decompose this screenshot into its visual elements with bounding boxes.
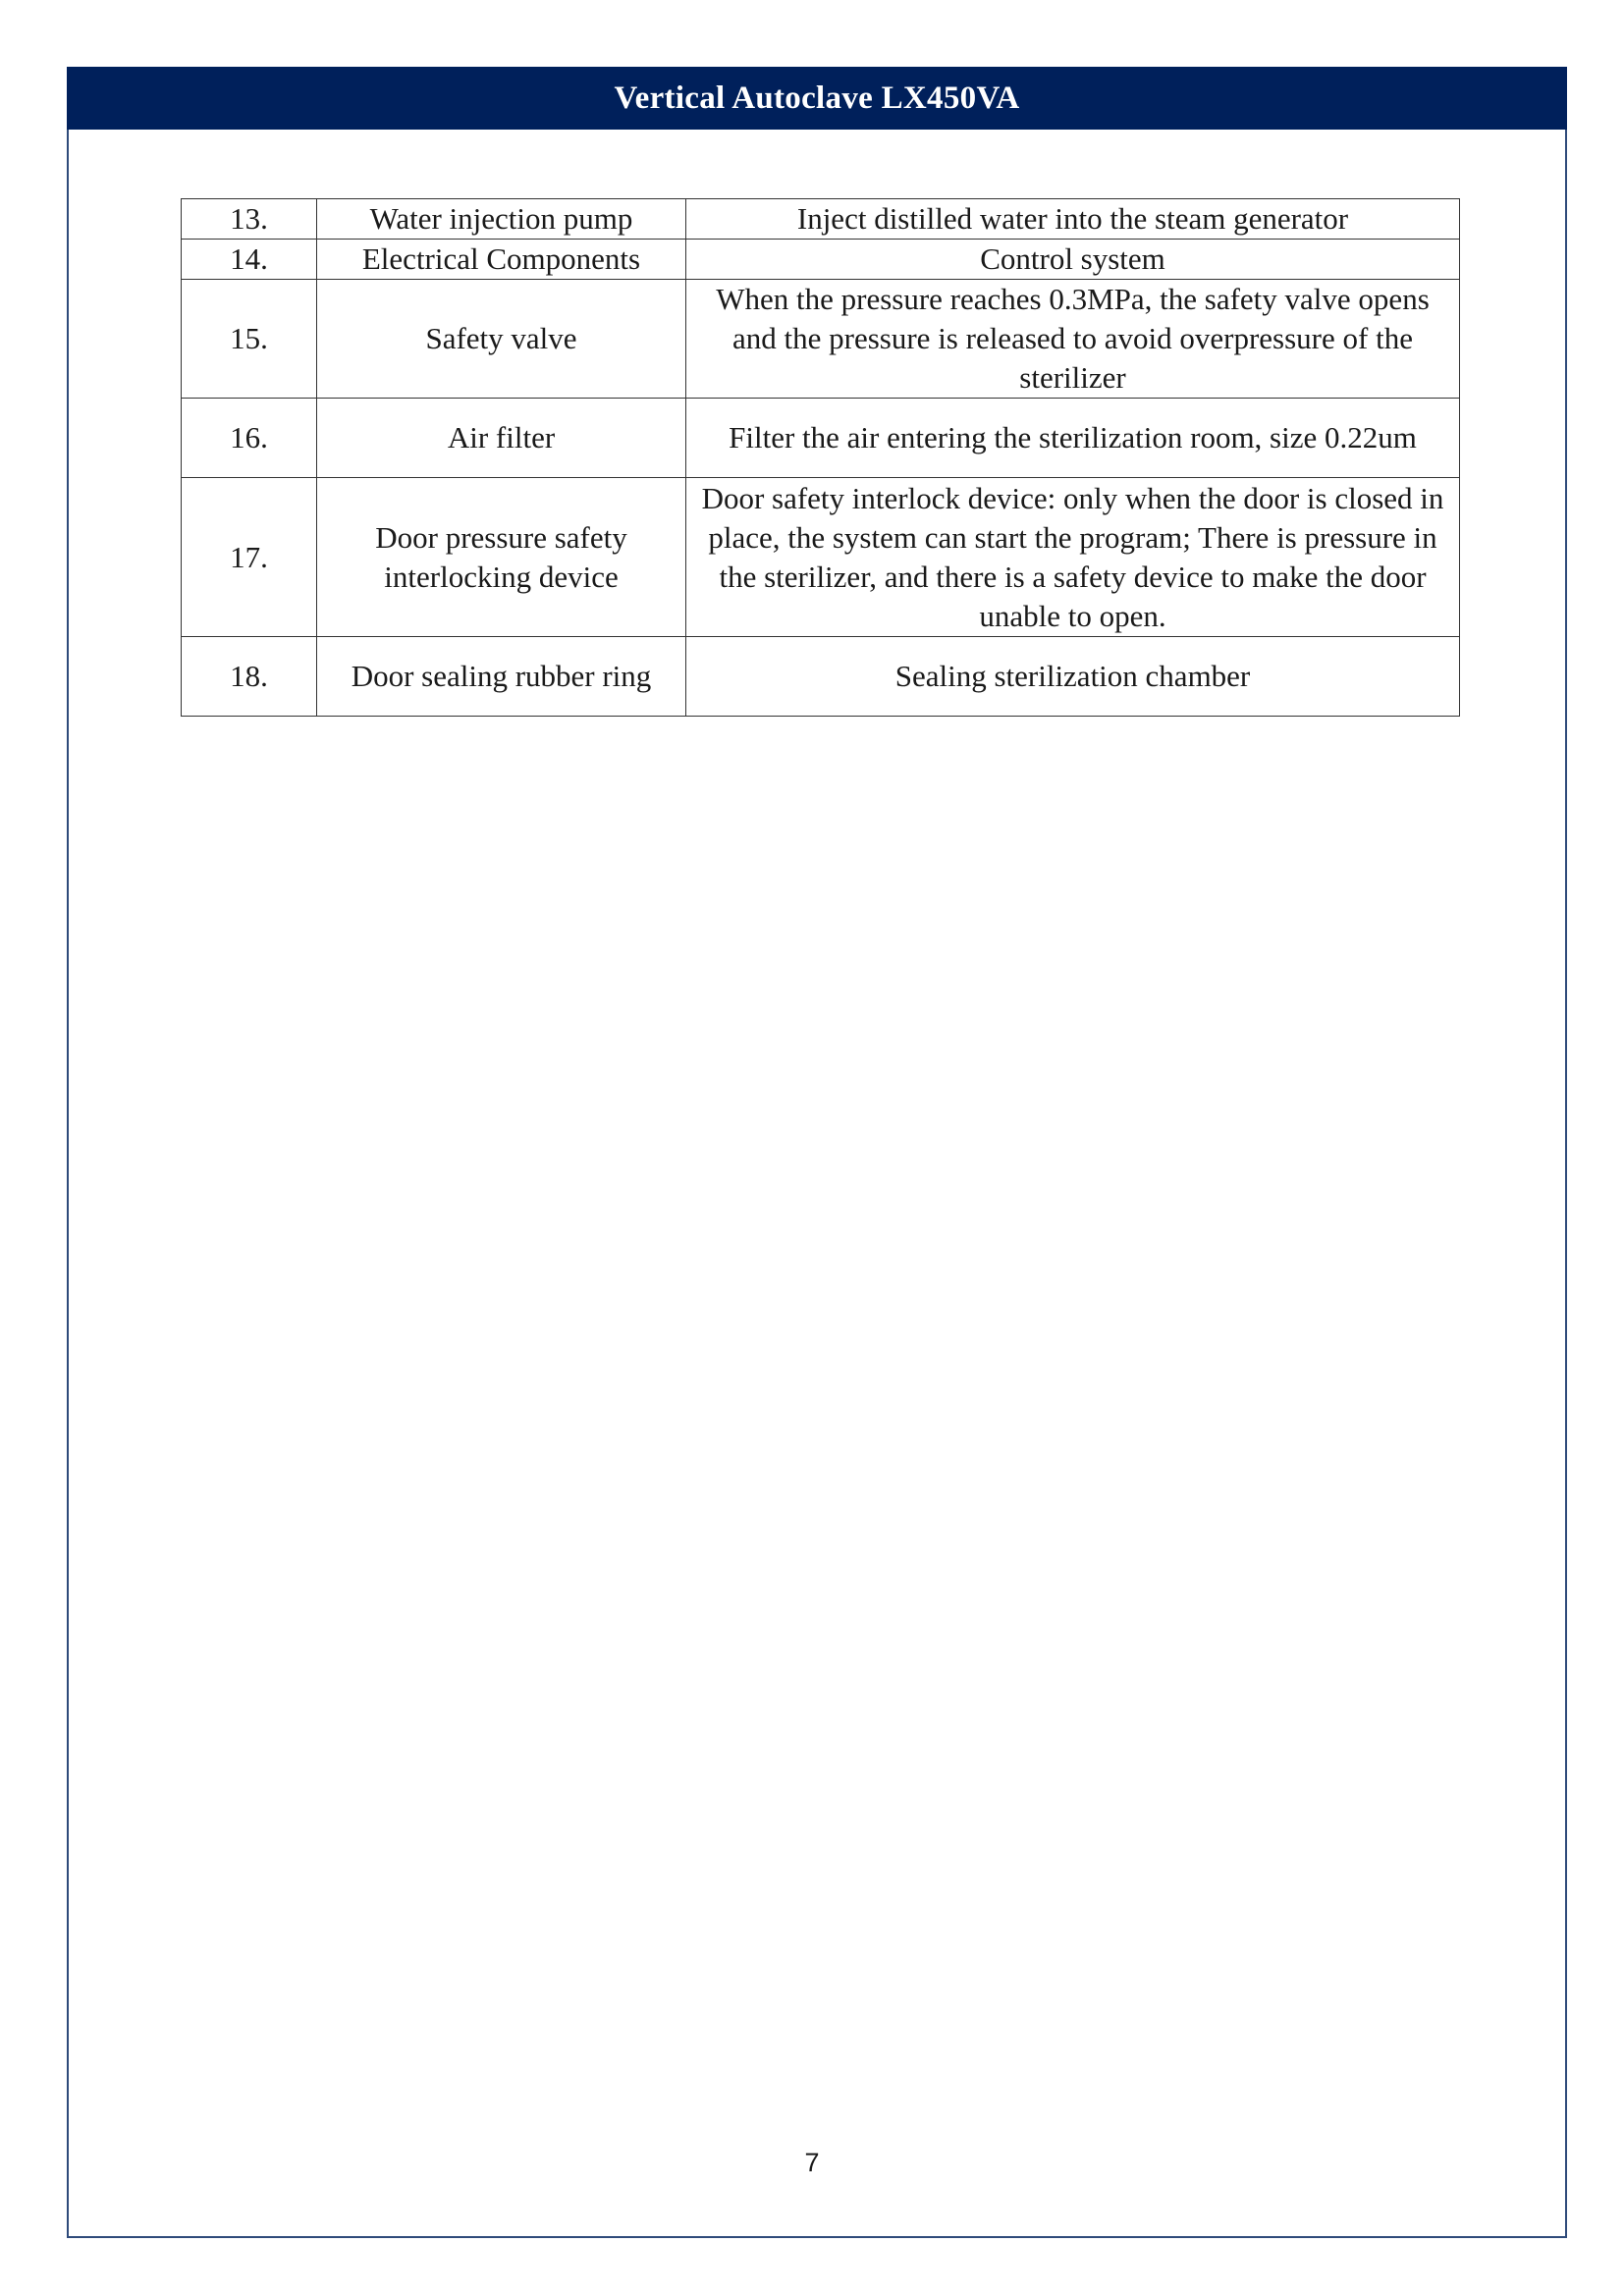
component-function: Control system (686, 240, 1460, 280)
component-name: Water injection pump (317, 199, 686, 240)
row-number: 17. (182, 478, 317, 637)
component-name: Door sealing rubber ring (317, 637, 686, 717)
table-row (182, 240, 1460, 280)
row-number: 13. (182, 199, 317, 240)
component-name: Air filter (317, 399, 686, 478)
table-row (182, 280, 1460, 399)
header-bar (67, 67, 1567, 130)
table-row (182, 399, 1460, 478)
row-number: 14. (182, 240, 317, 280)
component-name: Door pressure safety interlocking device (317, 478, 686, 637)
component-function: Door safety interlock device: only when the door is closed in place, the system can start the program; There is pressure in the sterilizer, and there is a safety device to make the door unable to open. (686, 478, 1460, 637)
page-title: Vertical Autoclave LX450VA (614, 80, 1020, 116)
component-name: Electrical Components (317, 240, 686, 280)
component-function: Inject distilled water into the steam generator (686, 199, 1460, 240)
page-number: 7 (804, 2148, 820, 2177)
components-table (181, 198, 1460, 717)
component-function: Sealing sterilization chamber (686, 637, 1460, 717)
table-row (182, 478, 1460, 637)
row-number: 16. (182, 399, 317, 478)
table-row (182, 199, 1460, 240)
row-number: 18. (182, 637, 317, 717)
component-function: Filter the air entering the sterilization room, size 0.22um (686, 399, 1460, 478)
table-row (182, 637, 1460, 717)
row-number: 15. (182, 280, 317, 399)
component-name: Safety valve (317, 280, 686, 399)
component-function: When the pressure reaches 0.3MPa, the safety valve opens and the pressure is released to avoid overpressure of the sterilizer (686, 280, 1460, 399)
